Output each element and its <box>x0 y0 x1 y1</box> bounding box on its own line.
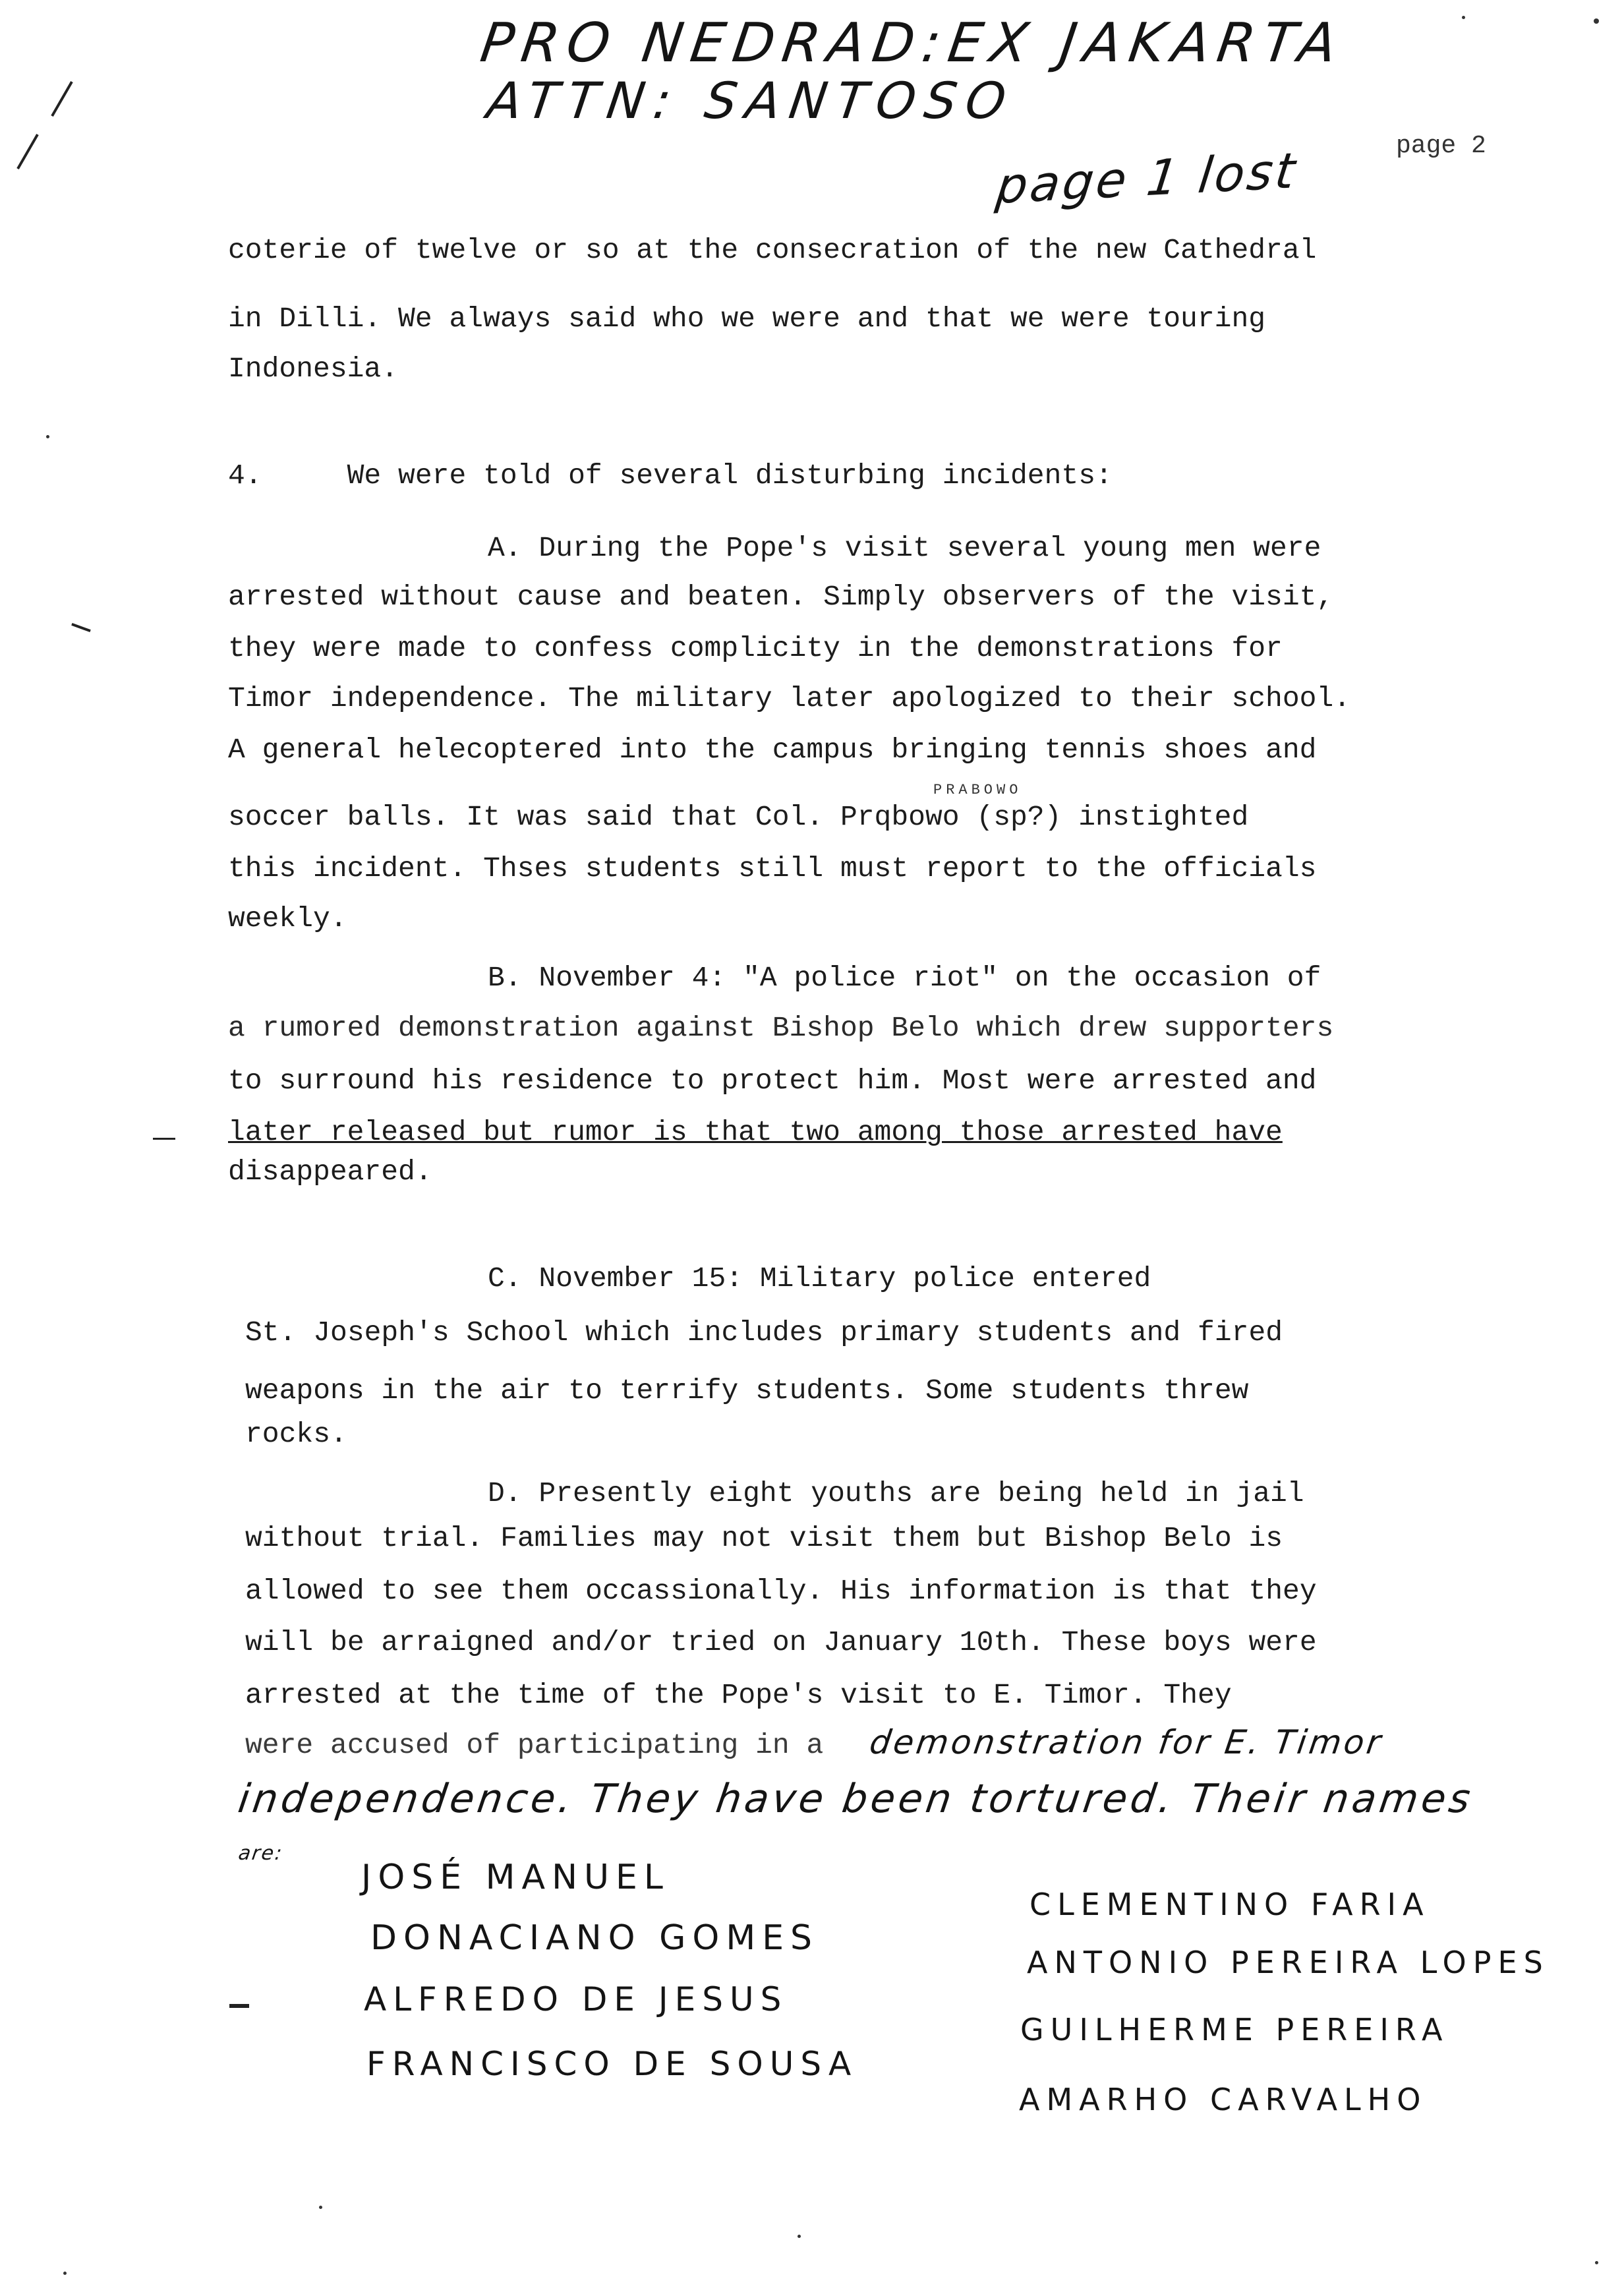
speck-7 <box>1595 2261 1598 2264</box>
item-b-line-5: disappeared. <box>228 1156 432 1188</box>
body-line-1: coterie of twelve or so at the consecration of the new Cathedral <box>228 234 1317 266</box>
item-c-line-3: weapons in the air to terrify students. Some students threw <box>245 1374 1249 1407</box>
item-a-line-2: arrested without cause and beaten. Simply observers of the visit, <box>228 581 1334 613</box>
margin-mark-3 <box>71 623 91 632</box>
item-b-line-4: later released but rumor is that two among those arrested have <box>228 1116 1283 1148</box>
item-c-line-2: St. Joseph's School which includes primary students and fired <box>245 1316 1283 1349</box>
item-b-line-3: to surround his residence to protect him. Most were arrested and <box>228 1065 1317 1097</box>
item-c-line-4: rocks. <box>245 1418 347 1450</box>
interline-correction: PRABOWO <box>933 782 1022 798</box>
speck-3 <box>46 435 49 438</box>
item-d-line-4: will be arraigned and/or tried on January 10th. These boys were <box>245 1626 1317 1659</box>
item-a-line-7: this incident. Thses students still must report to the officials <box>228 852 1317 885</box>
section-heading: 4. We were told of several disturbing incidents: <box>228 459 1113 492</box>
item-a-line-6: soccer balls. It was said that Col. Prqbowo (sp?) instighted <box>228 801 1249 833</box>
margin-mark-1 <box>51 81 72 117</box>
margin-mark-2 <box>16 134 38 169</box>
name-right-1: CLEMENTINO FARIA <box>1030 1887 1430 1922</box>
margin-mark-5 <box>229 2004 249 2008</box>
item-a-line-5: A general helecoptered into the campus bringing tennis shoes and <box>228 734 1317 766</box>
handwritten-page-note: page 1 lost <box>993 142 1301 216</box>
speck-4 <box>319 2206 322 2209</box>
item-d-line-3: allowed to see them occassionally. His information is that they <box>245 1575 1317 1607</box>
name-right-2: ANTONIO PEREIRA LOPES <box>1027 1945 1550 1980</box>
item-a-line-8: weekly. <box>228 902 347 935</box>
name-left-1: JOSÉ MANUEL <box>361 1858 670 1897</box>
item-a-line-4: Timor independence. The military later apologized to their school. <box>228 682 1351 715</box>
name-right-3: GUILHERME PEREIRA <box>1020 2012 1449 2047</box>
speck-5 <box>798 2235 801 2238</box>
margin-mark-4 <box>153 1138 175 1140</box>
page-number: page 2 <box>1396 132 1486 160</box>
routing-line-1: PRO NEDRAD:EX JAKARTA <box>477 12 1348 74</box>
name-right-4: AMARHO CARVALHO <box>1019 2082 1428 2117</box>
item-d-line-2: without trial. Families may not visit them but Bishop Belo is <box>245 1522 1283 1554</box>
item-b-line-2: a rumored demonstration against Bishop Belo which drew supporters <box>228 1012 1334 1044</box>
handwritten-continuation-1: demonstration for E. Timor <box>867 1723 1386 1761</box>
name-left-2: DONACIANO GOMES <box>370 1918 819 1958</box>
body-line-2: in Dilli. We always said who we were and that we were touring <box>228 303 1266 335</box>
speck-1 <box>1594 18 1599 24</box>
routing-line-2: ATTN: SANTOSO <box>483 71 1019 130</box>
item-a-line-1: A. During the Pope's visit several young men were <box>488 532 1321 564</box>
item-d-line-6: were accused of participating in a <box>245 1729 824 1761</box>
handwritten-continuation-3: are: <box>237 1842 285 1865</box>
body-line-3: Indonesia. <box>228 353 399 385</box>
speck-2 <box>1462 16 1465 19</box>
item-c-line-1: C. November 15: Military police entered <box>488 1262 1151 1295</box>
name-left-3: ALFREDO DE JESUS <box>364 1980 788 2018</box>
item-b-line-1: B. November 4: "A police riot" on the occasion of <box>488 962 1321 994</box>
handwritten-continuation-2: independence. They have been tortured. Their names <box>235 1776 1476 1822</box>
item-a-line-3: they were made to confess complicity in the demonstrations for <box>228 632 1283 664</box>
item-d-line-1: D. Presently eight youths are being held in jail <box>488 1477 1304 1510</box>
item-d-line-5: arrested at the time of the Pope's visit to E. Timor. They <box>245 1679 1232 1711</box>
speck-6 <box>63 2272 67 2275</box>
name-left-4: FRANCISCO DE SOUSA <box>366 2045 858 2083</box>
